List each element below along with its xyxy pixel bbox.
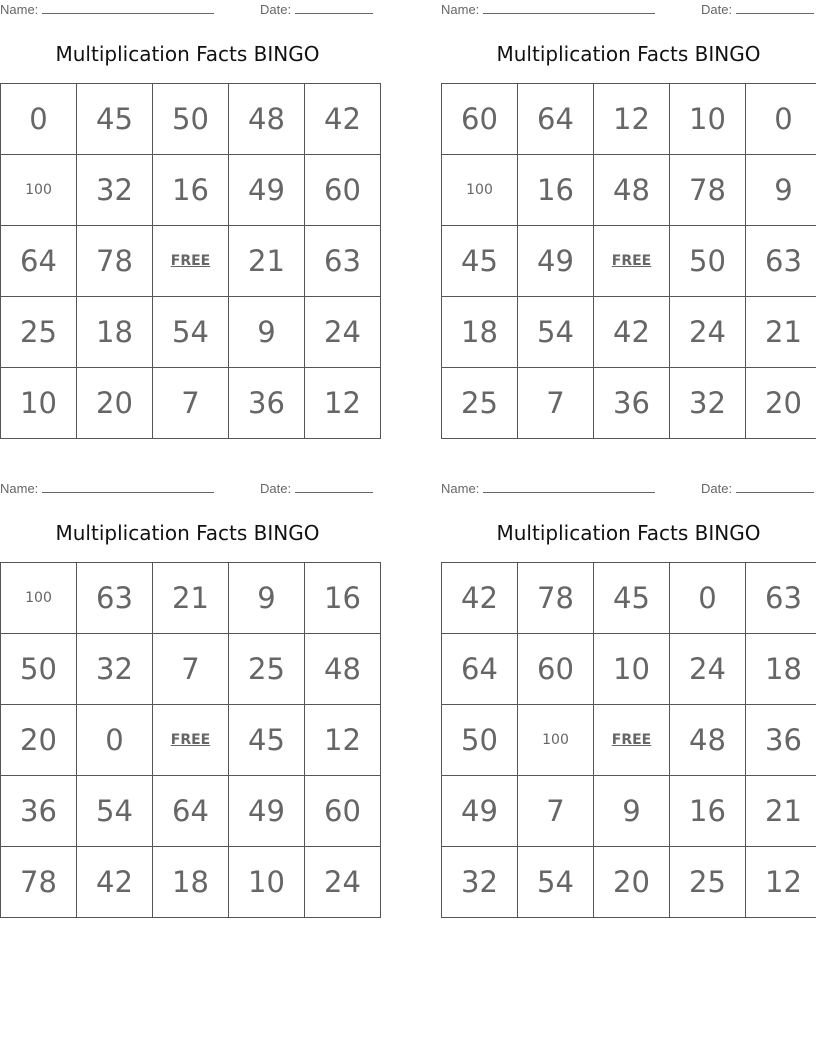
date-field <box>701 481 814 496</box>
bingo-cell: 64 <box>442 634 518 705</box>
bingo-row <box>1 776 381 847</box>
bingo-row <box>1 847 381 918</box>
bingo-row <box>1 297 381 368</box>
bingo-cell: 60 <box>442 84 518 155</box>
bingo-cell: 54 <box>77 776 153 847</box>
bingo-cell: 0 <box>77 705 153 776</box>
bingo-cell: 49 <box>518 226 594 297</box>
bingo-grid <box>0 562 381 918</box>
bingo-cell: 49 <box>442 776 518 847</box>
bingo-cell: 7 <box>153 368 229 439</box>
name-field <box>0 481 214 496</box>
bingo-cell: 64 <box>153 776 229 847</box>
name-field <box>441 2 655 17</box>
bingo-row <box>442 563 816 634</box>
bingo-cell: 64 <box>1 226 77 297</box>
name-label: Name: <box>441 2 480 17</box>
bingo-cell: 100 <box>1 563 77 634</box>
bingo-cell: 54 <box>153 297 229 368</box>
bingo-row <box>1 368 381 439</box>
bingo-cell: 48 <box>670 705 746 776</box>
bingo-cell: 49 <box>229 155 305 226</box>
free-space: FREE <box>153 705 229 776</box>
bingo-cell: 60 <box>305 155 381 226</box>
bingo-cell: 20 <box>594 847 670 918</box>
bingo-cell: 54 <box>518 297 594 368</box>
date-field <box>260 2 373 17</box>
bingo-row <box>442 705 816 776</box>
bingo-cell: 10 <box>670 84 746 155</box>
card-title: Multiplication Facts BINGO <box>55 521 320 545</box>
bingo-cell: 18 <box>77 297 153 368</box>
bingo-card <box>0 479 375 913</box>
bingo-cell: 50 <box>1 634 77 705</box>
bingo-cell: 100 <box>442 155 518 226</box>
date-label: Date: <box>260 481 292 496</box>
bingo-cell: 7 <box>518 368 594 439</box>
bingo-cell: 42 <box>594 297 670 368</box>
name-label: Name: <box>441 481 480 496</box>
bingo-cell: 78 <box>77 226 153 297</box>
bingo-row <box>1 155 381 226</box>
bingo-row <box>442 776 816 847</box>
name-date-header <box>441 2 816 20</box>
bingo-cell: 100 <box>518 705 594 776</box>
name-date-header <box>0 2 375 20</box>
bingo-cell: 63 <box>746 563 816 634</box>
bingo-cell: 64 <box>518 84 594 155</box>
bingo-cell: 36 <box>594 368 670 439</box>
free-space: FREE <box>153 226 229 297</box>
bingo-cell: 63 <box>305 226 381 297</box>
bingo-cell: 24 <box>305 847 381 918</box>
bingo-cell: 36 <box>746 705 816 776</box>
bingo-row <box>442 634 816 705</box>
bingo-cell: 45 <box>77 84 153 155</box>
bingo-cell: 42 <box>77 847 153 918</box>
bingo-row <box>1 634 381 705</box>
bingo-row <box>442 84 816 155</box>
bingo-cell: 12 <box>305 368 381 439</box>
date-label: Date: <box>260 2 292 17</box>
bingo-card <box>441 0 816 434</box>
bingo-grid <box>441 562 816 918</box>
bingo-row <box>442 226 816 297</box>
bingo-cell: 0 <box>1 84 77 155</box>
card-title: Multiplication Facts BINGO <box>496 521 761 545</box>
card-title: Multiplication Facts BINGO <box>496 42 761 66</box>
bingo-cell: 20 <box>746 368 816 439</box>
bingo-cell: 32 <box>77 155 153 226</box>
bingo-cell: 36 <box>1 776 77 847</box>
name-field <box>441 481 655 496</box>
bingo-cell: 9 <box>229 297 305 368</box>
name-date-header <box>0 481 375 499</box>
bingo-cell: 20 <box>1 705 77 776</box>
bingo-cell: 32 <box>442 847 518 918</box>
bingo-cell: 18 <box>442 297 518 368</box>
bingo-row <box>1 705 381 776</box>
bingo-cell: 45 <box>594 563 670 634</box>
bingo-cell: 12 <box>305 705 381 776</box>
bingo-cell: 78 <box>1 847 77 918</box>
card-title: Multiplication Facts BINGO <box>55 42 320 66</box>
bingo-cell: 24 <box>670 634 746 705</box>
bingo-cell: 45 <box>229 705 305 776</box>
bingo-cell: 16 <box>670 776 746 847</box>
bingo-cell: 16 <box>153 155 229 226</box>
bingo-cell: 12 <box>746 847 816 918</box>
bingo-cell: 9 <box>594 776 670 847</box>
bingo-cell: 48 <box>594 155 670 226</box>
free-space: FREE <box>594 705 670 776</box>
bingo-cell: 42 <box>442 563 518 634</box>
bingo-cell: 32 <box>77 634 153 705</box>
bingo-cell: 50 <box>153 84 229 155</box>
bingo-cell: 20 <box>77 368 153 439</box>
bingo-row <box>442 155 816 226</box>
bingo-card <box>441 479 816 913</box>
name-field <box>0 2 214 17</box>
bingo-cell: 25 <box>229 634 305 705</box>
bingo-cell: 42 <box>305 84 381 155</box>
bingo-cell: 60 <box>305 776 381 847</box>
bingo-card <box>0 0 375 434</box>
bingo-cell: 21 <box>746 297 816 368</box>
bingo-cell: 7 <box>153 634 229 705</box>
name-label: Name: <box>0 481 39 496</box>
bingo-row <box>442 847 816 918</box>
bingo-cell: 21 <box>229 226 305 297</box>
bingo-cell: 10 <box>1 368 77 439</box>
bingo-cell: 50 <box>670 226 746 297</box>
bingo-cell: 0 <box>670 563 746 634</box>
bingo-row <box>1 563 381 634</box>
date-label: Date: <box>701 481 733 496</box>
date-blank-line <box>736 481 814 493</box>
bingo-cell: 45 <box>442 226 518 297</box>
bingo-cell: 12 <box>594 84 670 155</box>
bingo-cell: 16 <box>518 155 594 226</box>
bingo-cell: 24 <box>305 297 381 368</box>
date-blank-line <box>295 2 373 14</box>
bingo-cell: 18 <box>746 634 816 705</box>
name-blank-line <box>42 2 214 14</box>
bingo-cell: 9 <box>746 155 816 226</box>
bingo-cell: 78 <box>518 563 594 634</box>
date-blank-line <box>295 481 373 493</box>
name-label: Name: <box>0 2 39 17</box>
bingo-row <box>442 368 816 439</box>
date-field <box>701 2 814 17</box>
bingo-cell: 48 <box>305 634 381 705</box>
bingo-cell: 50 <box>442 705 518 776</box>
bingo-row <box>1 226 381 297</box>
bingo-cell: 16 <box>305 563 381 634</box>
bingo-row <box>442 297 816 368</box>
date-label: Date: <box>701 2 733 17</box>
bingo-grid <box>0 83 381 439</box>
bingo-cell: 60 <box>518 634 594 705</box>
bingo-cell: 24 <box>670 297 746 368</box>
bingo-cell: 25 <box>670 847 746 918</box>
bingo-cell: 7 <box>518 776 594 847</box>
name-blank-line <box>483 2 655 14</box>
bingo-cell: 78 <box>670 155 746 226</box>
date-field <box>260 481 373 496</box>
bingo-cell: 9 <box>229 563 305 634</box>
bingo-cell: 21 <box>746 776 816 847</box>
bingo-cell: 100 <box>1 155 77 226</box>
name-blank-line <box>42 481 214 493</box>
bingo-cell: 48 <box>229 84 305 155</box>
bingo-cell: 32 <box>670 368 746 439</box>
bingo-cell: 63 <box>77 563 153 634</box>
bingo-cell: 49 <box>229 776 305 847</box>
bingo-cell: 25 <box>1 297 77 368</box>
bingo-cell: 10 <box>229 847 305 918</box>
free-space: FREE <box>594 226 670 297</box>
bingo-grid <box>441 83 816 439</box>
bingo-cell: 21 <box>153 563 229 634</box>
name-date-header <box>441 481 816 499</box>
bingo-cell: 54 <box>518 847 594 918</box>
bingo-cell: 36 <box>229 368 305 439</box>
date-blank-line <box>736 2 814 14</box>
bingo-cell: 10 <box>594 634 670 705</box>
bingo-cell: 0 <box>746 84 816 155</box>
bingo-cell: 25 <box>442 368 518 439</box>
bingo-cell: 18 <box>153 847 229 918</box>
bingo-row <box>1 84 381 155</box>
name-blank-line <box>483 481 655 493</box>
bingo-cell: 63 <box>746 226 816 297</box>
